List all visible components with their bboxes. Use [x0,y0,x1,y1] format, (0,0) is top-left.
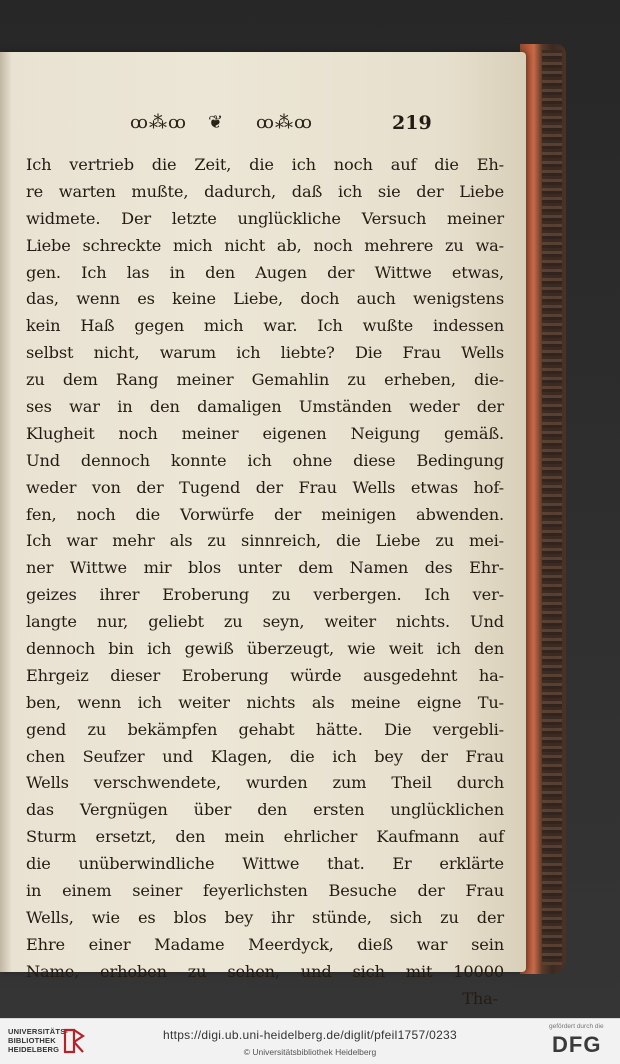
text-line: dennoch bin ich gewiß überzeugt, wie weit ich den [26,639,504,659]
funded-by-text: gefördert durch die [549,1023,604,1030]
page-number: 219 [392,112,432,134]
permalink-url[interactable]: https://digi.ub.uni-heidelberg.de/diglit/pfeil1757/0233 [162,1028,458,1042]
header-ornament-mid: ❦ [208,112,225,133]
library-name-line: UNIVERSITÄTS- [8,1027,69,1036]
text-line: Wells verschwendete, wurden zum Theil durch [26,773,504,793]
text-line: die unüberwindliche Wittwe that. Er erklärte [26,854,504,874]
dfg-logo: DFG [552,1032,602,1057]
text-line: gend zu bekämpfen gehabt hätte. Die vergebli- [26,719,504,739]
library-name-line: HEIDELBERG [8,1045,60,1054]
library-name-line: BIBLIOTHEK [8,1036,56,1045]
text-line: Klugheit noch meiner eigenen Neigung gemäß. [26,423,504,443]
text-line: Sturm ersetzt, den mein ehrlicher Kaufmann auf [26,827,504,847]
book-edge [520,44,566,974]
catchword: Tha- [462,988,498,1008]
text-line: das, wenn es keine Liebe, doch auch wenigstens [26,289,504,309]
text-line: ben, wenn ich weiter nichts als meine eigne Tu- [26,692,504,712]
text-line: Name, erhoben zu sehen, und sich mit 10000 [26,961,504,981]
text-line: Liebe schreckte mich nicht ab, noch mehrere zu wa- [26,235,504,255]
text-line: Ehrgeiz dieser Eroberung würde ausgedehnt ha- [26,665,504,685]
text-line: chen Seufzer und Klagen, die ich bey der Frau [26,746,504,766]
book-page [0,52,526,1008]
text-line: in einem seiner feyerlichsten Besuche der Frau [26,881,504,901]
header-ornament-left: ꝏ⁂ꝏ [130,112,187,133]
text-line: Ich war mehr als zu sinnreich, die Liebe zu mei- [26,531,504,551]
text-line: gen. Ich las in den Augen der Wittwe etwas, [26,262,504,282]
text-line: Ich vertrieb die Zeit, die ich noch auf die Eh- [26,155,504,174]
text-line: weder von der Tugend der Frau Wells etwas hof- [26,477,504,497]
header-ornament-right: ꝏ⁂ꝏ [256,112,313,133]
text-line: ses war in den damaligen Umständen weder der [26,397,504,417]
page-header [130,110,430,140]
text-line: selbst nicht, warum ich liebte? Die Frau Wells [26,343,504,363]
text-line: Wells, wie es blos bey ihr stünde, sich zu der [26,907,504,927]
text-line: fen, noch die Vorwürfe der meinigen abwenden. [26,504,504,524]
text-line: Und dennoch konnte ich ohne diese Bedingung [26,450,504,470]
body-text [26,152,504,1013]
text-line: zu dem Rang meiner Gemahlin zu erheben, die- [26,370,504,390]
text-line: das Vergnügen über den ersten unglücklichen [26,800,504,820]
text-line: widmete. Der letzte unglückliche Versuch meiner [26,208,504,228]
viewer-footer [0,1018,620,1064]
text-line: langte nur, geliebt zu seyn, weiter nichts. Und [26,612,504,632]
copyright-text: © Universitätsbibliothek Heidelberg [243,1047,377,1057]
text-line: Ehre einer Madame Meerdyck, dieß war sein [26,934,504,954]
text-line: ner Wittwe mir blos unter dem Namen des Ehr- [26,558,504,578]
text-line: geizes ihrer Eroberung zu verbergen. Ich ver- [26,585,504,605]
text-line: re warten mußte, dadurch, daß ich sie der Liebe [26,181,504,201]
text-line: kein Haß gegen mich war. Ich wußte indessen [26,316,504,336]
